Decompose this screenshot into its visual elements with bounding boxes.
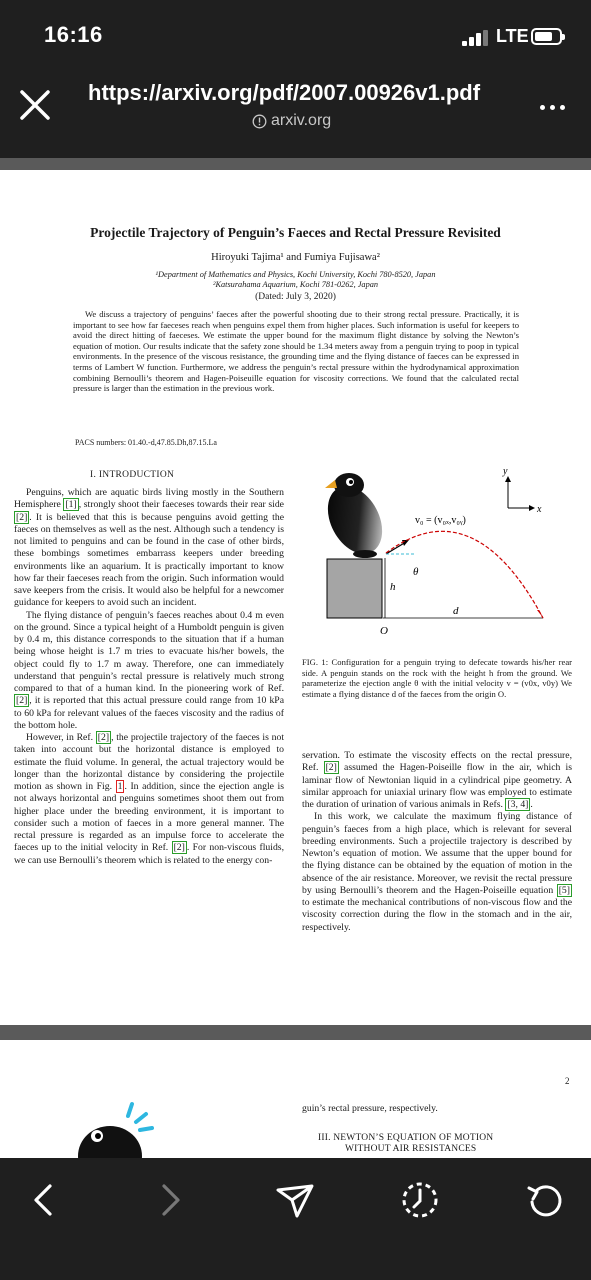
page-url[interactable]: https://arxiv.org/pdf/2007.00926v1.pdf [88, 80, 481, 105]
axis-x-label: x [537, 504, 542, 515]
pdf-page-1 [0, 170, 591, 1025]
text-line: guin’s rectal pressure, respectively. [302, 1103, 438, 1114]
domain-label: arxiv.org [271, 112, 332, 129]
pacs-numbers: PACS numbers: 01.40.-d,47.85.Dh,87.15.La [75, 438, 217, 447]
citation-link[interactable]: [2] [325, 762, 337, 774]
axes-icon [505, 476, 535, 511]
paragraph: Penguins, which are aquatic birds living mostly in the Southern Hemisphere [1] , strongly shoot their faeceses towards their rear side [2] . It is believed that this is because penguins avoid getting the faeces on themselves as well as the nest. Although such a tendency is not limited to penguins and can be found in the case of other birds, these bombings sometimes embarrass keepers under breeding environments like an aquarium. It is practically important to know how far their faeceses reach from the origin. Such information would save keepers from the crisis. It would also be helpful for a newcomer guidance for keepers to avoid such an incident. [14, 487, 284, 609]
close-button[interactable] [14, 84, 56, 126]
citation-link[interactable]: [5] [558, 884, 570, 896]
affiliation-1: ¹Department of Mathematics and Physics, Kochi University, Kochi 780-8520, Japan [155, 270, 436, 279]
signal-icon [462, 30, 488, 46]
section-heading: III. NEWTON’S EQUATION OF MOTION WITHOUT AIR RESISTANCES [318, 1133, 494, 1154]
status-time: 16:16 [44, 22, 103, 47]
height-label: h [390, 581, 396, 593]
figure-1 [303, 458, 571, 638]
dot-icon [540, 105, 545, 110]
section-heading: I. INTRODUCTION [90, 470, 175, 480]
pdf-viewer[interactable] [0, 158, 591, 1158]
back-button[interactable] [22, 1178, 66, 1222]
velocity-label: v₀ = (v₀ₓ,v₀ᵧ) [415, 515, 466, 526]
pdf-page-2 [0, 1040, 591, 1158]
paper-authors: Hiroyuki Tajima¹ and Fumiya Fujisawa² [211, 252, 380, 263]
citation-link[interactable]: [2] [173, 842, 185, 854]
url-bar [0, 66, 591, 158]
paragraph: servation. To estimate the viscosity effects on the rectal pressure, Ref. [2] assumed the Hagen-Poiseille flow in the air, which is laminar flow of Newtonian liquid in a cylindrical pipe geometry. A similar approach for uniaxial urinary flow was employed to estimate the duration of urination of various animals in Refs. [3, 4] . [302, 750, 572, 810]
dot-icon [550, 105, 555, 110]
forward-button[interactable] [148, 1178, 192, 1222]
distance-label: d [453, 605, 459, 617]
battery-icon [531, 28, 562, 45]
close-icon [14, 84, 56, 126]
penguin-icon [70, 1096, 170, 1158]
info-icon [252, 114, 267, 129]
affiliation-2: ²Katsurahama Aquarium, Kochi 781-0262, Japan [212, 280, 379, 289]
citation-link[interactable]: [2] [16, 511, 28, 523]
citation-link[interactable]: [1] [65, 499, 77, 511]
abstract: We discuss a trajectory of penguins’ faeces after the powerful shooting due to their strong rectal pressure. Practically, it is important to see how far faeceses reach when penguins expel them from higher places. Such information is useful for keepers to avoid the direct hitting of faeceses. We estimate the upper bound for the maximum flight distance by solving the Newton’s equation of motion. Our results indicate that the safety zone should be 1.34 meters away from a penguin trying to poop in typical environments. In the presence of the viscous resistance, the grounding time and the flying distance of faeces can be expressed in terms of Lambert W function. Furthermore, we address the penguin’s rectal pressure within the hydrodynamical approximation combining Bernoulli’s theorem and Hagen-Poiseuille equation for viscosity corrections. We found that the calculated rectal pressure is larger than the estimation in the previous work. [73, 309, 519, 394]
network-label: LTE [496, 26, 529, 46]
citation-link[interactable]: [2] [16, 695, 28, 707]
back-icon [22, 1178, 66, 1222]
bottom-nav [0, 1158, 591, 1280]
timer-icon [398, 1178, 442, 1222]
left-column [14, 487, 284, 867]
rock-block [327, 559, 382, 618]
citation-link[interactable]: [3, 4] [507, 799, 529, 810]
more-menu-button[interactable] [540, 98, 570, 116]
paper-title: Projectile Trajectory of Penguin’s Faeces and Rectal Pressure Revisited [90, 225, 501, 240]
timer-button[interactable] [398, 1178, 442, 1222]
forward-icon [148, 1178, 192, 1222]
right-column [302, 750, 572, 934]
page-number: 2 [565, 1076, 570, 1086]
origin-label: O [380, 625, 388, 637]
battery-level [535, 32, 552, 41]
share-icon [273, 1178, 317, 1222]
paragraph: In this work, we calculate the maximum flying distance of penguin’s faeces from a high place, which is relevant for several breeding environments. Such a projectile trajectory is described by Newton’s equation of motion. We assume that the upper bound for the flying distance can be obtained by the equation of motion in the absence of the air resistance. Moreover, we revisit the rectal pressure by using Bernoulli’s theorem and the Hagen-Poiseille equation [5] to estimate the mechanical contributions of non-viscous flow and the viscosity correction during the flow in the stomach and in the air, respectively. [302, 811, 572, 933]
paragraph: However, in Ref. [2] , the projectile trajectory of the faeces is not taken into account but the horizontal distance is employed to estimate the fluid volume. In general, the actual trajectory would be longer than the horizontal distance by considering the projectile motion as shown in Fig. 1 . In addition, since the ejection angle is not always horizontal and penguins sometimes shoot them out from higher place under the breeding environment, it is important to consider such a motion of faeces in a more general manner. The rectal pressure is regarded as an impulse force to accelerate the faeces up to the initial velocity in Ref. [2] . For non-viscous fluids, we can use Bernoulli’s theorem which is related to the energy con- [14, 732, 285, 866]
figure-link[interactable]: 1 [117, 781, 123, 792]
axis-y-label: y [503, 466, 508, 477]
figure-caption: FIG. 1: Configuration for a penguin trying to defecate towards his/her rear side. A penguin stands on the rock with the height h from the ground. We parameterize the ejection angle θ with the initial velocity v = (v0x, v0y) We estimate a flying distance d of the faeces from the origin O. [302, 657, 572, 699]
dot-icon [560, 105, 565, 110]
refresh-button[interactable] [524, 1178, 568, 1222]
status-bar [0, 0, 591, 66]
site-domain [252, 112, 331, 130]
share-button[interactable] [273, 1178, 317, 1222]
citation-link[interactable]: [2] [97, 732, 110, 743]
penguin-icon [317, 473, 393, 563]
refresh-icon [524, 1178, 568, 1222]
angle-label: θ [413, 566, 419, 578]
paper-date: (Dated: July 3, 2020) [255, 292, 336, 302]
paragraph: The flying distance of penguin’s faeces reaches about 0.4 m even on the ground. Since a typical height of a Humboldt penguin is given by 0.4 m, this distance corresponds to the situation that if a human being whose height is 1.7 m tries to evacuate his/her bowels, the object could fly to 1.7 m away. Therefore, one can immediately understand that penguin’s rectal pressure is relatively much strong compared to that of a human kind. In the pioneering work of Ref. [2] , it is reported that this actual pressure could range from 10 kPa to 60 kPa for relevant values of the faeces viscosity and the radius of the bottom hole. [14, 609, 284, 731]
trajectory-curve [386, 531, 543, 618]
